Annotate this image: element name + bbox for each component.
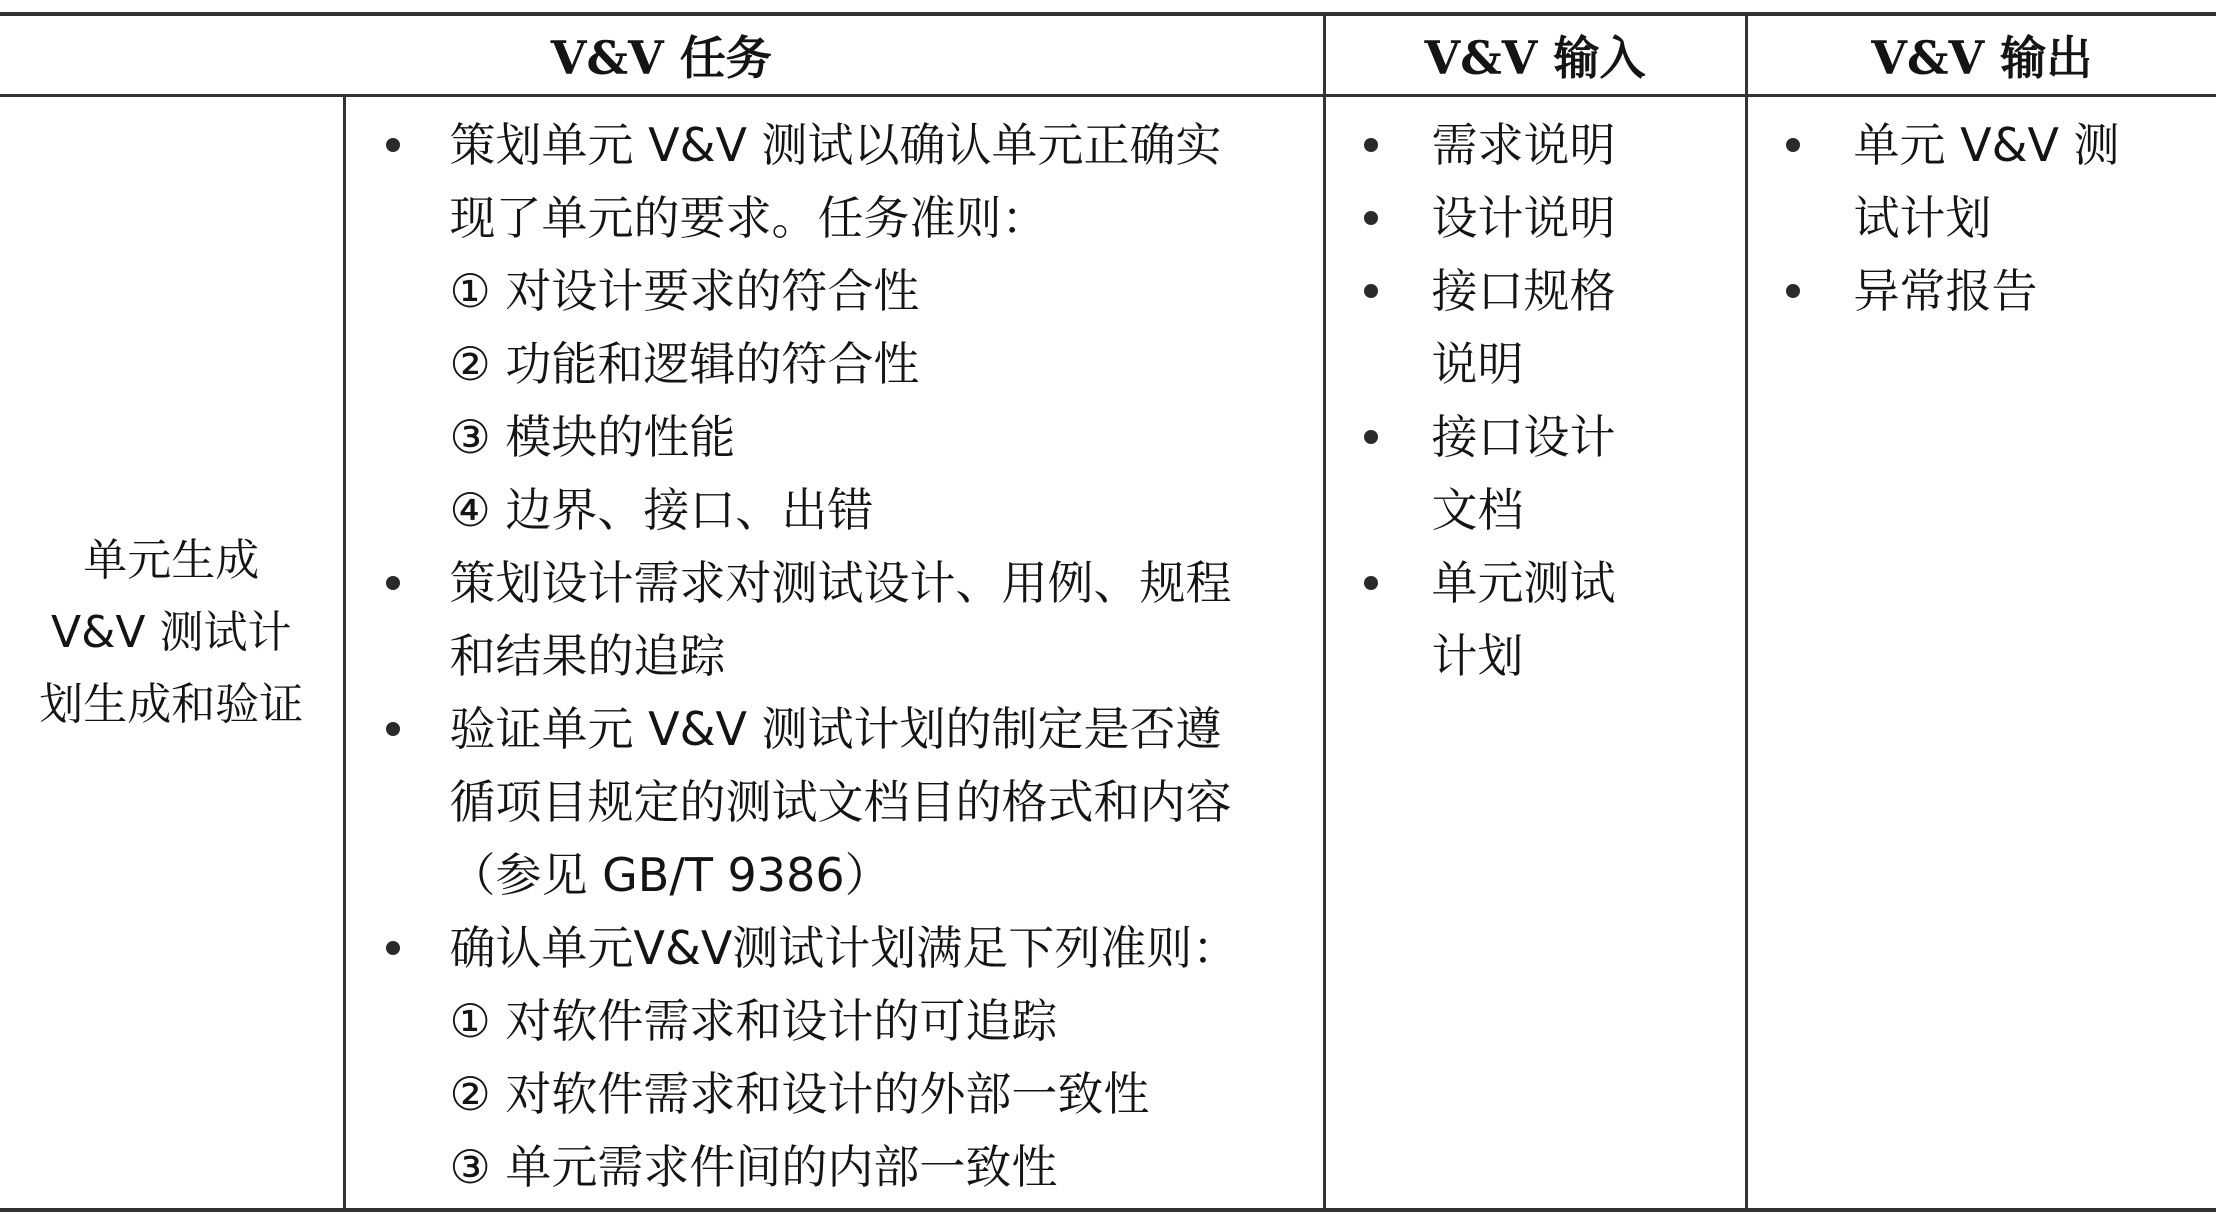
task-criterion: ④ 边界、接口、出错	[449, 483, 874, 537]
task-text-line: 策划单元 V&V 测试以确认单元正确实	[449, 118, 1222, 172]
bullet-icon	[1786, 284, 1800, 298]
task-text-line: （参见 GB/T 9386）	[449, 848, 891, 902]
input-item	[1326, 547, 1745, 693]
input-item	[1326, 109, 1745, 182]
output-item	[1748, 109, 2216, 255]
input-item	[1326, 401, 1745, 547]
bullet-icon	[1364, 284, 1378, 298]
activity-name-line: V&V 测试计	[51, 606, 292, 658]
task-item	[346, 547, 1323, 693]
task-criterion: ① 对设计要求的符合性	[449, 264, 920, 318]
activity-name	[0, 525, 343, 781]
task-item	[346, 109, 1323, 547]
task-criterion: ③ 单元需求件间的内部一致性	[449, 1140, 1058, 1194]
tasks-cell	[344, 96, 1324, 1211]
bullet-icon	[386, 722, 400, 736]
task-text-line: 验证单元 V&V 测试计划的制定是否遵	[449, 702, 1222, 756]
activity-name-line: 划生成和验证	[39, 678, 304, 730]
input-item-line: 单元测试	[1431, 556, 1616, 610]
task-text-line: 和结果的追踪	[449, 629, 726, 683]
task-criterion: ② 功能和逻辑的符合性	[449, 337, 920, 391]
bullet-icon	[1364, 138, 1378, 152]
task-text-line: 策划设计需求对测试设计、用例、规程	[449, 556, 1232, 610]
activity-name-cell	[0, 96, 344, 1211]
bullet-icon	[1364, 430, 1378, 444]
task-item	[346, 912, 1323, 1204]
task-criterion: ① 对软件需求和设计的可追踪	[449, 994, 1058, 1048]
inputs-cell	[1324, 96, 1746, 1211]
bullet-icon	[386, 576, 400, 590]
output-item-line: 单元 V&V 测	[1853, 118, 2120, 172]
bullet-icon	[1364, 576, 1378, 590]
output-item-line: 异常报告	[1853, 264, 2038, 318]
header-vv-input: V&V 输入	[1324, 14, 1746, 96]
input-item	[1326, 182, 1745, 255]
header-vv-task: V&V 任务	[0, 14, 1324, 96]
task-list	[346, 97, 1323, 1204]
task-text-line: 确认单元V&V测试计划满足下列准则：	[449, 921, 1239, 975]
header-vv-output: V&V 输出	[1746, 14, 2216, 96]
table-row	[0, 96, 2216, 1211]
input-item-line: 说明	[1431, 337, 1524, 391]
input-item-line: 接口规格	[1431, 264, 1616, 318]
output-list	[1748, 97, 2216, 328]
input-item-line: 计划	[1431, 629, 1524, 683]
task-text-line: 循项目规定的测试文档目的格式和内容	[449, 775, 1232, 829]
input-item-line: 接口设计	[1431, 410, 1616, 464]
input-list	[1326, 97, 1745, 693]
table-header-row	[0, 14, 2216, 96]
input-item-line: 文档	[1431, 483, 1524, 537]
bullet-icon	[386, 941, 400, 955]
bullet-icon	[1364, 211, 1378, 225]
input-item-line: 需求说明	[1431, 118, 1616, 172]
task-item	[346, 693, 1323, 912]
bullet-icon	[1786, 138, 1800, 152]
task-criterion: ③ 模块的性能	[449, 410, 736, 464]
outputs-cell	[1746, 96, 2216, 1211]
output-item-line: 试计划	[1853, 191, 1992, 245]
bullet-icon	[386, 138, 400, 152]
input-item-line: 设计说明	[1431, 191, 1616, 245]
input-item	[1326, 255, 1745, 401]
activity-name-line: 单元生成	[83, 534, 260, 586]
vv-task-table	[0, 12, 2216, 1212]
task-text-line: 现了单元的要求。任务准则：	[449, 191, 1048, 245]
task-criterion: ② 对软件需求和设计的外部一致性	[449, 1067, 1150, 1121]
output-item	[1748, 255, 2216, 328]
